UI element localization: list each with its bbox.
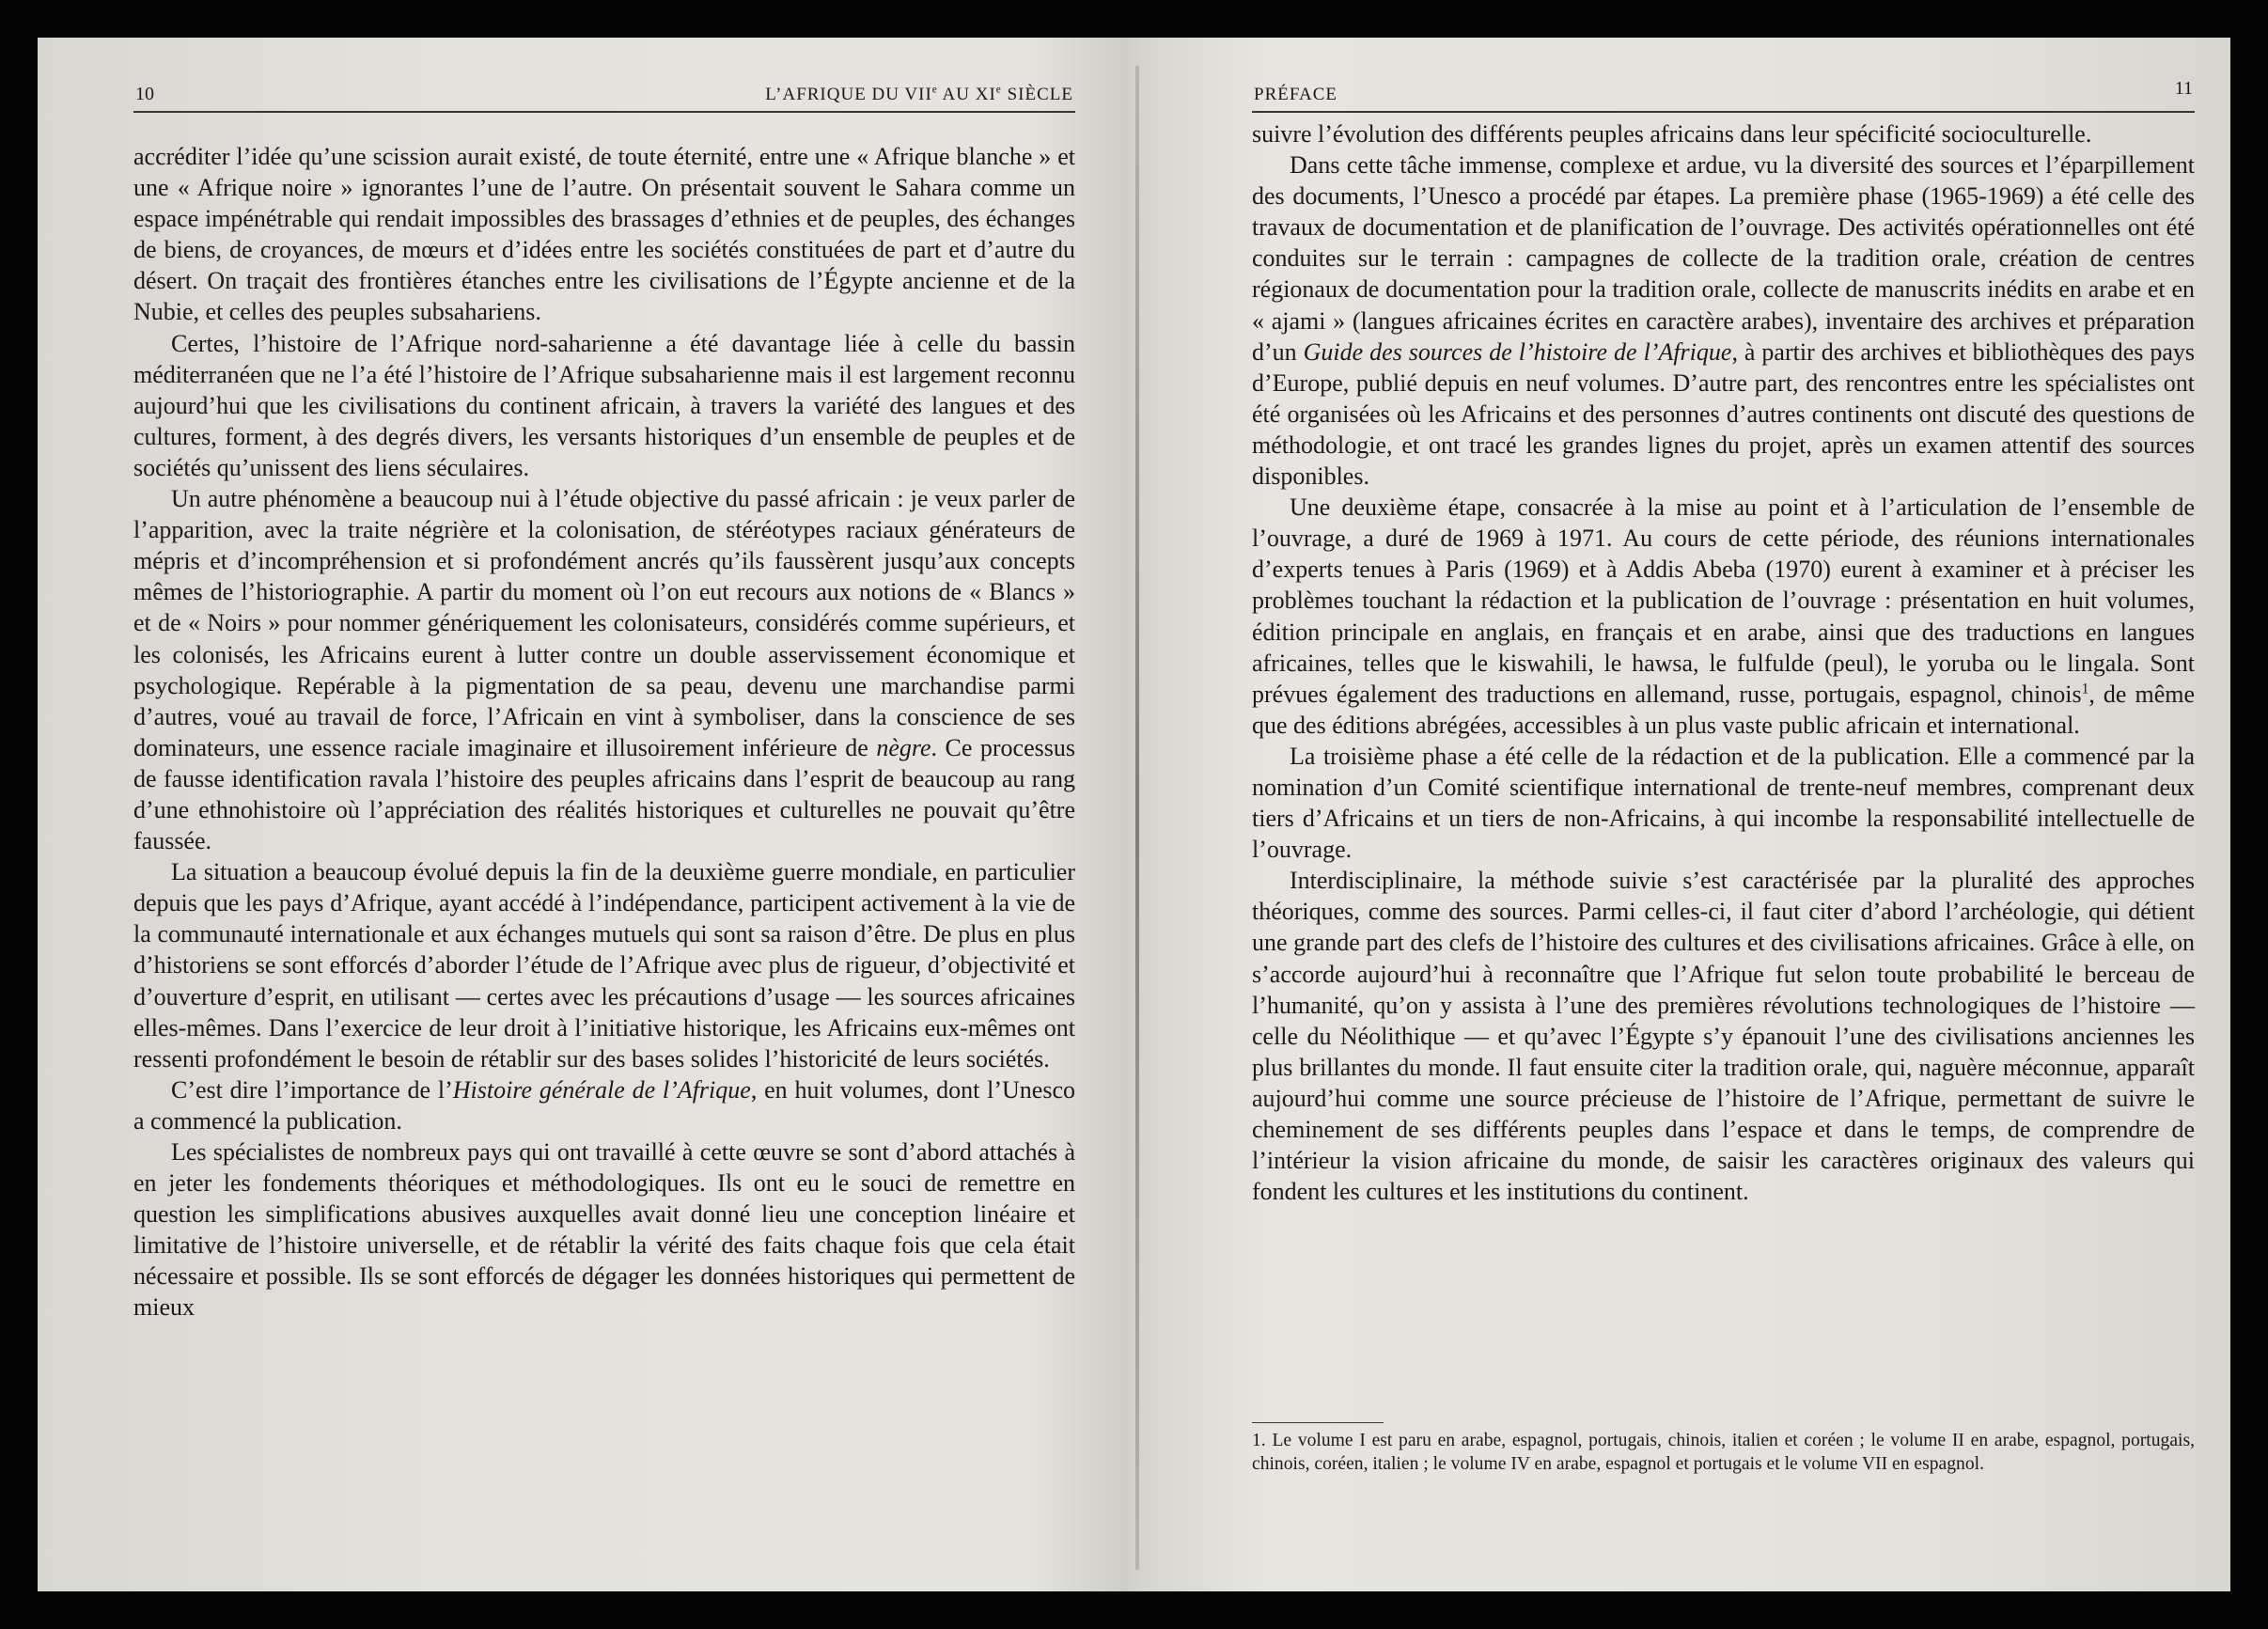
footnote-rule	[1252, 1422, 1384, 1423]
paragraph: C’est dire l’importance de l’Histoire générale de l’Afrique, en huit volumes, dont l’Unesco a commencé la publication.	[133, 1075, 1075, 1135]
footnote-reference[interactable]: 1	[2081, 681, 2089, 697]
footnote-number: 1.	[1252, 1431, 1266, 1450]
left-page-body	[133, 141, 1075, 1324]
footnote	[1252, 1430, 2195, 1476]
left-page-number: 10	[135, 84, 154, 104]
left-running-title: L’AFRIQUE DU VIIe AU XIe SIÈCLE	[765, 84, 1073, 104]
paragraph: Un autre phénomène a beaucoup nui à l’étude objective du passé africain : je veux parler de l’apparition, avec la traite négrière et la colonisation, de stéréotypes raciaux générateurs de mépris et d’incompréhension et si profondément ancrés qu’ils faussèrent jusqu’aux concepts mêmes de l’historiographie. A partir du moment où l’on eut recours aux notions de « Blancs » et de « Noirs » pour nommer génériquement les colonisateurs, considérés comme supérieurs, et les colonisés, les Africains eurent à lutter contre un double asservissement économique et psychologique. Repérable à la pigmentation de sa peau, devenu une marchandise parmi d’autres, voué au travail de force, l’Africain en vint à symboliser, dans la conscience de ses dominateurs, une essence raciale imaginaire et illusoirement inférieure de nègre. Ce processus de fausse identification ravala l’histoire des peuples africains dans l’esprit de beaucoup au rang d’une ethnohistoire où l’appréciation des réalités historiques et culturelles ne pouvait qu’être faussée.	[133, 485, 1075, 855]
right-running-title: PRÉFACE	[1254, 85, 1338, 104]
right-running-head	[1252, 78, 2195, 113]
paragraph: Dans cette tâche immense, complexe et ardue, vu la diversité des sources et l’éparpillement des documents, l’Unesco a procédé par étapes. La première phase (1965-1969) a été celle des travaux de documentation et de planification de l’ouvrage. Des activités opérationnelles ont été conduites sur le terrain : campagnes de collecte de la tradition orale, création de centres régionaux de documentation pour la tradition orale, collecte de manuscrits inédits en arabe et en « ajami » (langues africaines écrites en caractère arabes), inventaire des archives et préparation d’un Guide des sources de l’histoire de l’Afrique, à partir des archives et bibliothèques des pays d’Europe, publié depuis en neuf volumes. D’autre part, des rencontres entre les spécialistes ont été organisées où les Africains et des personnes d’autres continents ont discuté des questions de méthodologie, et ont tracé les grandes lignes du projet, après un examen attentif des sources disponibles.	[1252, 151, 2196, 491]
book-spread	[38, 38, 2230, 1591]
paragraph: accréditer l’idée qu’une scission aurait existé, de toute éternité, entre une « Afrique blanche » et une « Afrique noire » ignorantes l’une de l’autre. On présentait souvent le Sahara comme un espace impénétrable qui rendait impossibles des brassages d’ethnies et de peuples, des échanges de biens, de croyances, de mœurs et d’idées entre les sociétés constituées de part et d’autre du désert. On traçait des frontières étanches entre les civilisations de l’Égypte ancienne et de la Nubie, et celles des peuples subsahariens.	[133, 143, 1075, 326]
left-running-head	[133, 81, 1075, 113]
book-gutter	[1135, 66, 1139, 1570]
paragraph: Interdisciplinaire, la méthode suivie s’est caractérisée par la pluralité des approches théoriques, comme des sources. Parmi celles-ci, il faut citer d’abord l’archéologie, qui détient une grande part des clefs de l’histoire des cultures et des civilisations africaines. Grâce à elle, on s’accorde aujourd’hui à reconnaître que l’Afrique fut selon toute probabilité le berceau de l’humanité, qu’on y assista à l’une des premières révolutions technologiques de l’histoire — celle du Néolithique — et qu’avec l’Égypte s’y épanouit l’une des civilisations anciennes les plus brillantes du monde. Il faut ensuite citer la tradition orale, qui, naguère méconnue, apparaît aujourd’hui comme une source précieuse de l’histoire de l’Afrique, permettant de suivre le cheminement de ses différents peuples dans l’espace et dans le temps, de comprendre de l’intérieur la vision africaine du monde, de saisir les caractères originaux des valeurs qui fondent les cultures et les institutions du continent.	[1252, 867, 2195, 1206]
right-page-body	[1252, 118, 2195, 1207]
paragraph: La situation a beaucoup évolué depuis la fin de la deuxième guerre mondiale, en particulier depuis que les pays d’Afrique, ayant accédé à l’indépendance, participent activement à la vie de la communauté internationale et aux échanges mutuels qui sont sa raison d’être. De plus en plus d’historiens se sont efforcés d’aborder l’étude de l’Afrique avec plus de rigueur, d’objectivité et d’ouverture d’esprit, en utilisant — certes avec les précautions d’usage — les sources africaines elles-mêmes. Dans l’exercice de leur droit à l’initiative historique, les Africains eux-mêmes ont ressenti profondément le besoin de rétablir sur des bases solides l’historicité de leurs sociétés.	[133, 858, 1075, 1073]
paragraph: suivre l’évolution des différents peuples africains dans leur spécificité socioculturelle.	[1252, 120, 2092, 148]
footnote-text: Le volume I est paru en arabe, espagnol, portugais, chinois, italien et coréen ; le volume II en arabe, espagnol, portugais, chinois, coréen, italien ; le volume IV en arabe, espagnol et portugais et le volume VII en espagnol.	[1252, 1431, 2195, 1474]
right-page-number: 11	[2174, 78, 2193, 99]
paragraph: Une deuxième étape, consacrée à la mise au point et à l’articulation de l’ensemble de l’ouvrage, a duré de 1969 à 1971. Au cours de cette période, des réunions internationales d’experts tenues à Paris (1969) et à Addis Abeba (1970) eurent à examiner et à préciser les problèmes touchant la rédaction et la publication de l’ouvrage : présentation en huit volumes, édition principale en anglais, en français et en arabe, ainsi que des traductions en langues africaines, telles que le kiswahili, le hawsa, le fulfulde (peul), le yoruba ou le lingala. Sont prévues également des traductions en allemand, russe, portugais, espagnol, chinois$^1$, de même que des éditions abrégées, accessibles à un plus vaste public africain et international.	[1252, 493, 2195, 739]
paragraph: Certes, l’histoire de l’Afrique nord-saharienne a été davantage liée à celle du bassin méditerranéen que ne l’a été l’histoire de l’Afrique subsaharienne mais il est largement reconnu aujourd’hui que les civilisations du continent africain, à travers la variété des langues et des cultures, forment, à des degrés divers, les versants historiques d’un ensemble de peuples et de sociétés qu’unissent des liens séculaires.	[133, 329, 1075, 481]
paragraph: Les spécialistes de nombreux pays qui ont travaillé à cette œuvre se sont d’abord attachés à en jeter les fondements théoriques et méthodologiques. Ils ont eu le souci de remettre en question les simplifications abusives auxquelles avait donné lieu une conception linéaire et limitative de l’histoire universelle, et de rétablir la vérité des faits chaque fois que cela était nécessaire et possible. Ils se sont efforcés de dégager les données historiques qui permettent de mieux	[133, 1138, 1075, 1322]
paragraph: La troisième phase a été celle de la rédaction et de la publication. Elle a commencé par la nomination d’un Comité scientifique international de trente-neuf membres, comprenant deux tiers d’Africains et un tiers de non-Africains, à qui incombe la responsabilité intellectuelle de l’ouvrage.	[1252, 742, 2195, 864]
